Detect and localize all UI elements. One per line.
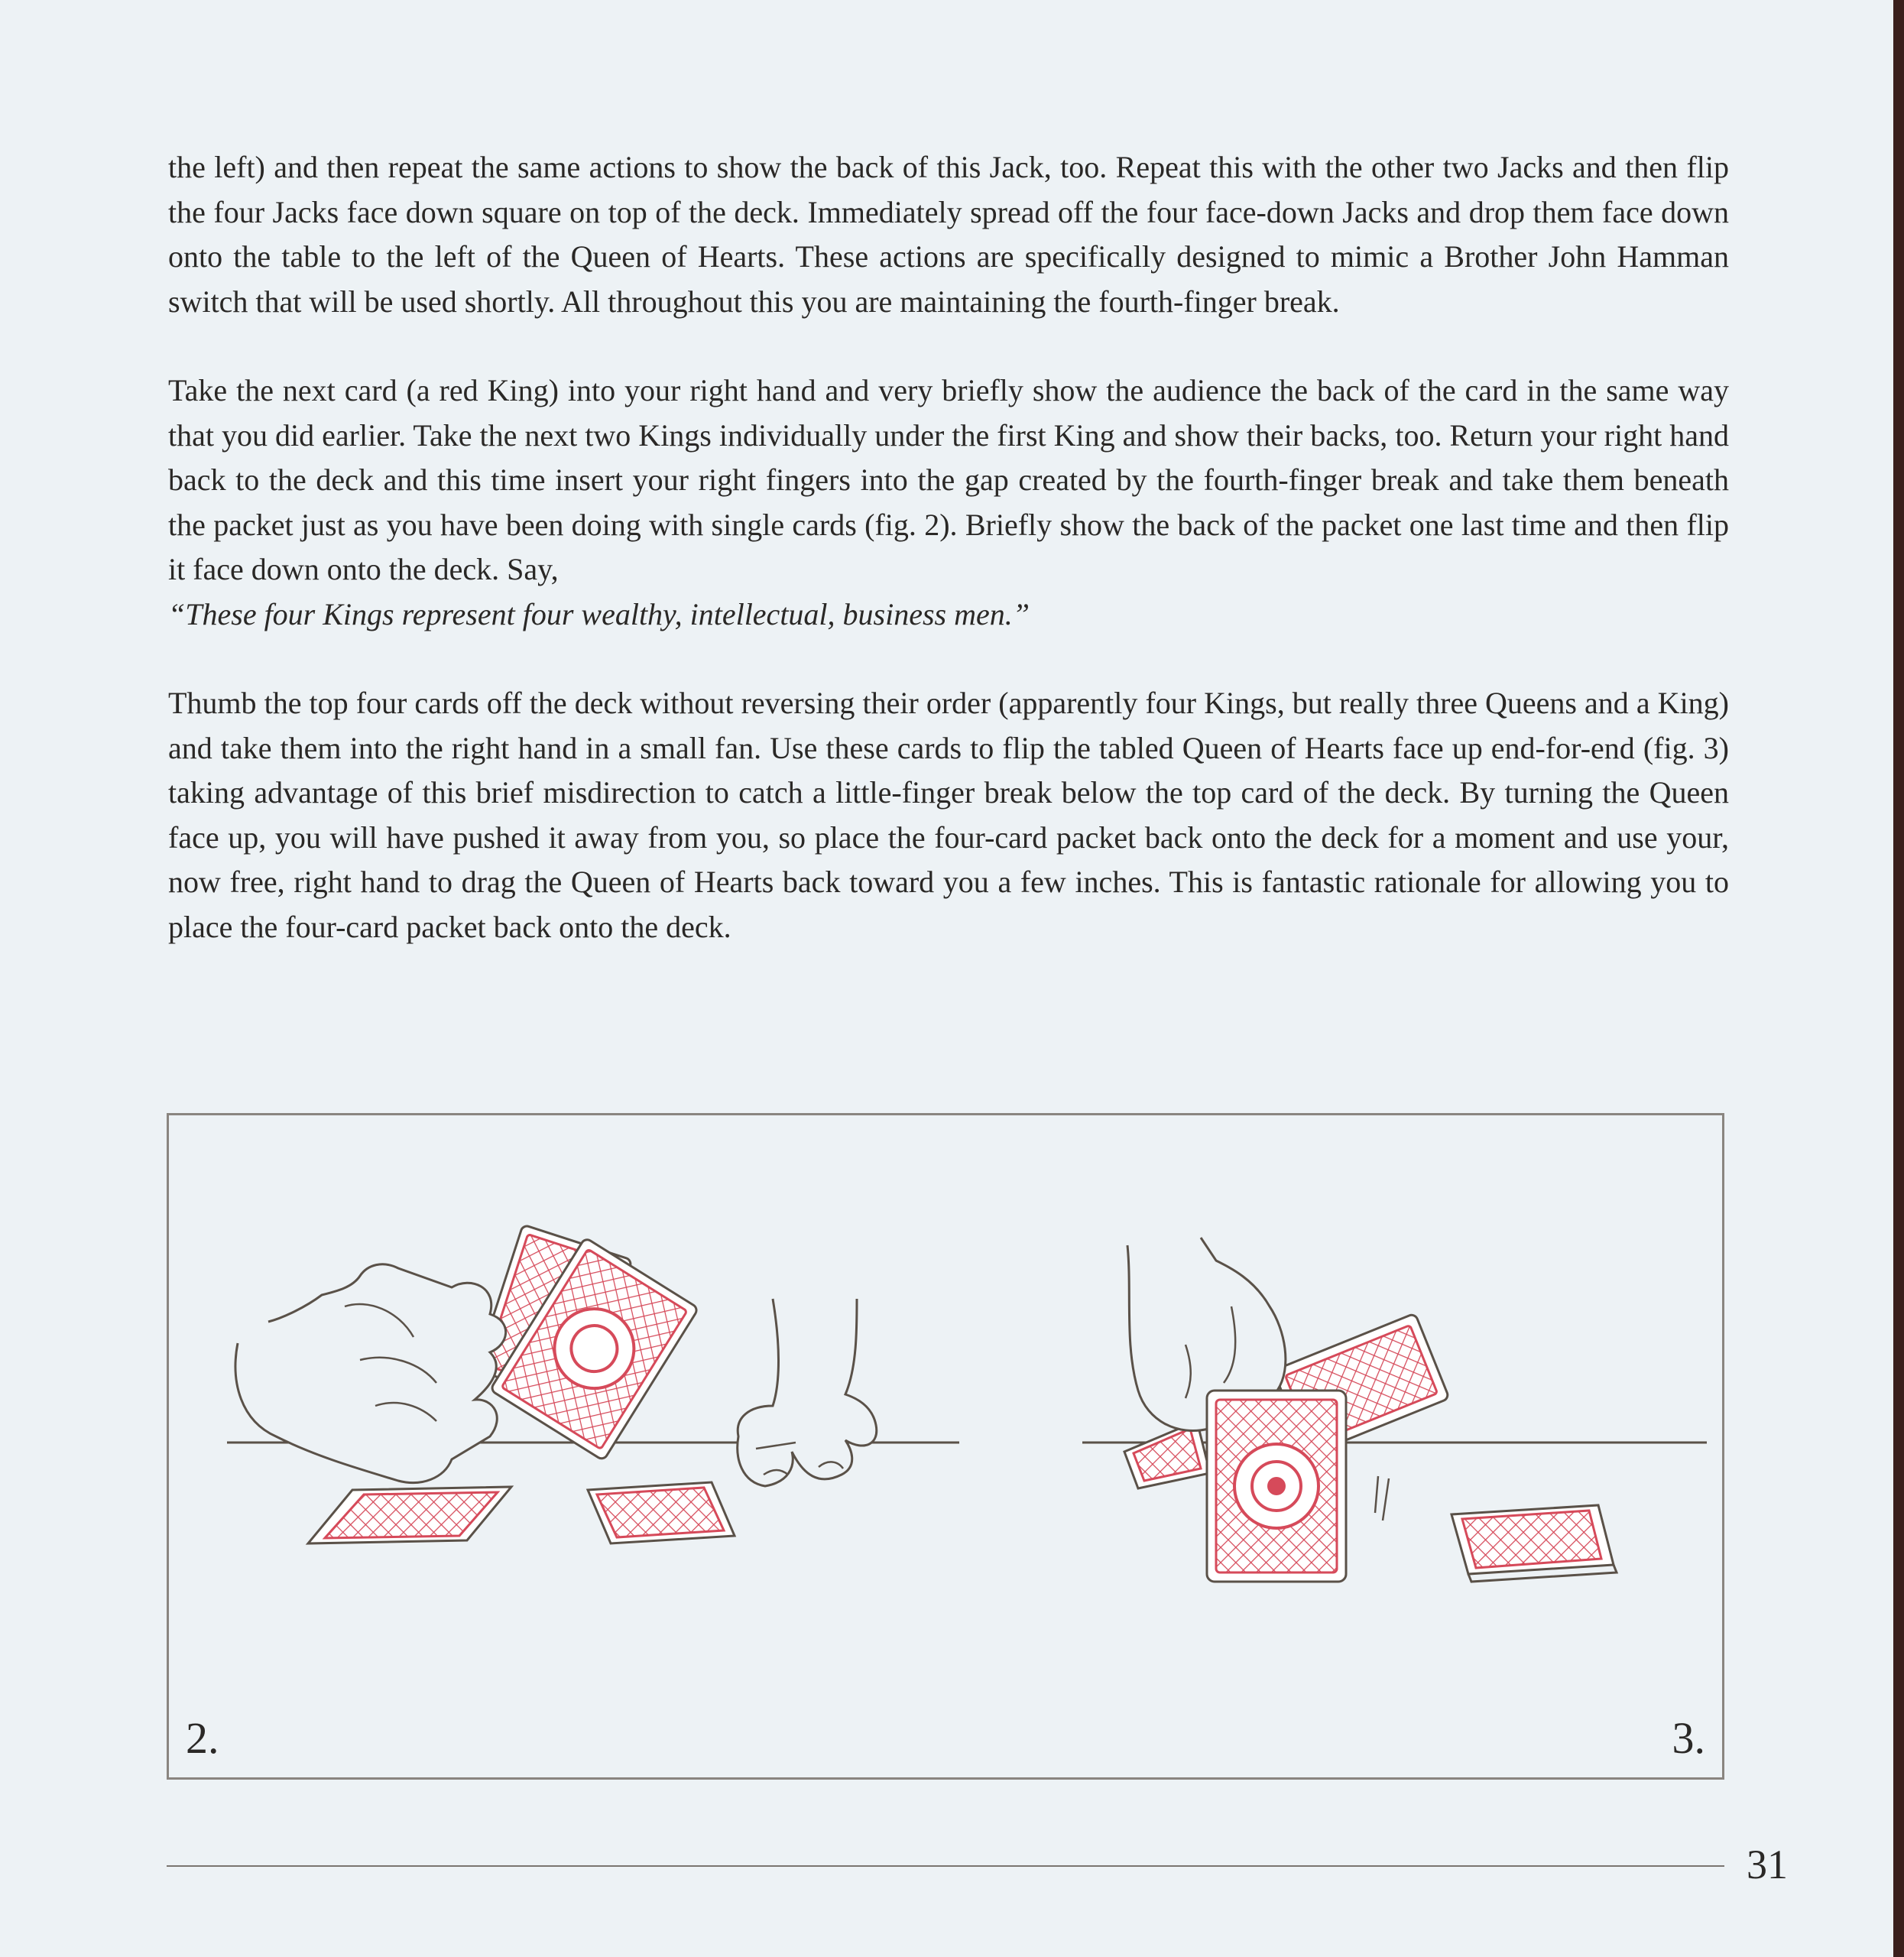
queen-card bbox=[1207, 1391, 1346, 1582]
figure-2-label: 2. bbox=[186, 1713, 219, 1763]
tabled-deck bbox=[1452, 1505, 1617, 1582]
quote-text: “These four Kings represent four wealthy, intellectual, business men.” bbox=[168, 596, 1030, 631]
paragraph-1: the left) and then repeat the same actions to show the back of this Jack, too. Repeat this with the other two Jacks and then flip the four Jacks face down square on top of the deck. Immediately spread off the four face-down Jacks and drop them face down onto the table to the left of the Queen of Hearts. These actions are specifically designed to mimic a Brother John Hamman switch that will be used shortly. All throughout this you are maintaining the fourth-finger break. bbox=[168, 150, 1729, 319]
figure-3-drawing bbox=[1082, 1238, 1707, 1582]
illustration bbox=[169, 1115, 1722, 1777]
figure-3-label: 3. bbox=[1672, 1713, 1705, 1763]
illustration-box bbox=[167, 1113, 1724, 1780]
footer-rule bbox=[167, 1865, 1724, 1867]
tabled-card-2 bbox=[588, 1482, 735, 1543]
paragraph-2 bbox=[168, 368, 1729, 637]
figure-2-drawing bbox=[227, 1225, 959, 1543]
tabled-card-1 bbox=[308, 1487, 511, 1543]
page-edge bbox=[1893, 0, 1904, 1957]
right-hand bbox=[738, 1299, 877, 1486]
page-number: 31 bbox=[1747, 1842, 1788, 1887]
left-hand bbox=[235, 1264, 506, 1483]
paragraph-3: Thumb the top four cards off the deck without reversing their order (apparently four Kings, but really three Queens and a King) and take them into the right hand in a small fan. Use these cards to flip the tabled Queen of Hearts face up end-for-end (fig. 3) taking advantage of this brief misdirection to catch a little-finger break below the top card of the deck. By turning the Queen face up, you will have pushed it away from you, so place the four-card packet back onto the deck for a moment and use your, now free, right hand to drag the Queen of Hearts back toward you a few inches. This is fantastic rationale for allowing you to place the four-card packet back onto the deck. bbox=[168, 686, 1729, 944]
body-text bbox=[168, 145, 1729, 994]
card-fan bbox=[475, 1225, 699, 1461]
paragraph-2-text: Take the next card (a red King) into your right hand and very briefly show the audience the back of the card in the same way that you did earlier. Take the next two Kings individually under the first King and show their backs, too. Return your right hand back to the deck and this time insert your right fingers into the gap created by the fourth-finger break and take them beneath the packet just as you have been doing with single cards (fig. 2). Briefly show the back of the packet one last time and then flip it face down onto the deck. Say, bbox=[168, 373, 1729, 586]
